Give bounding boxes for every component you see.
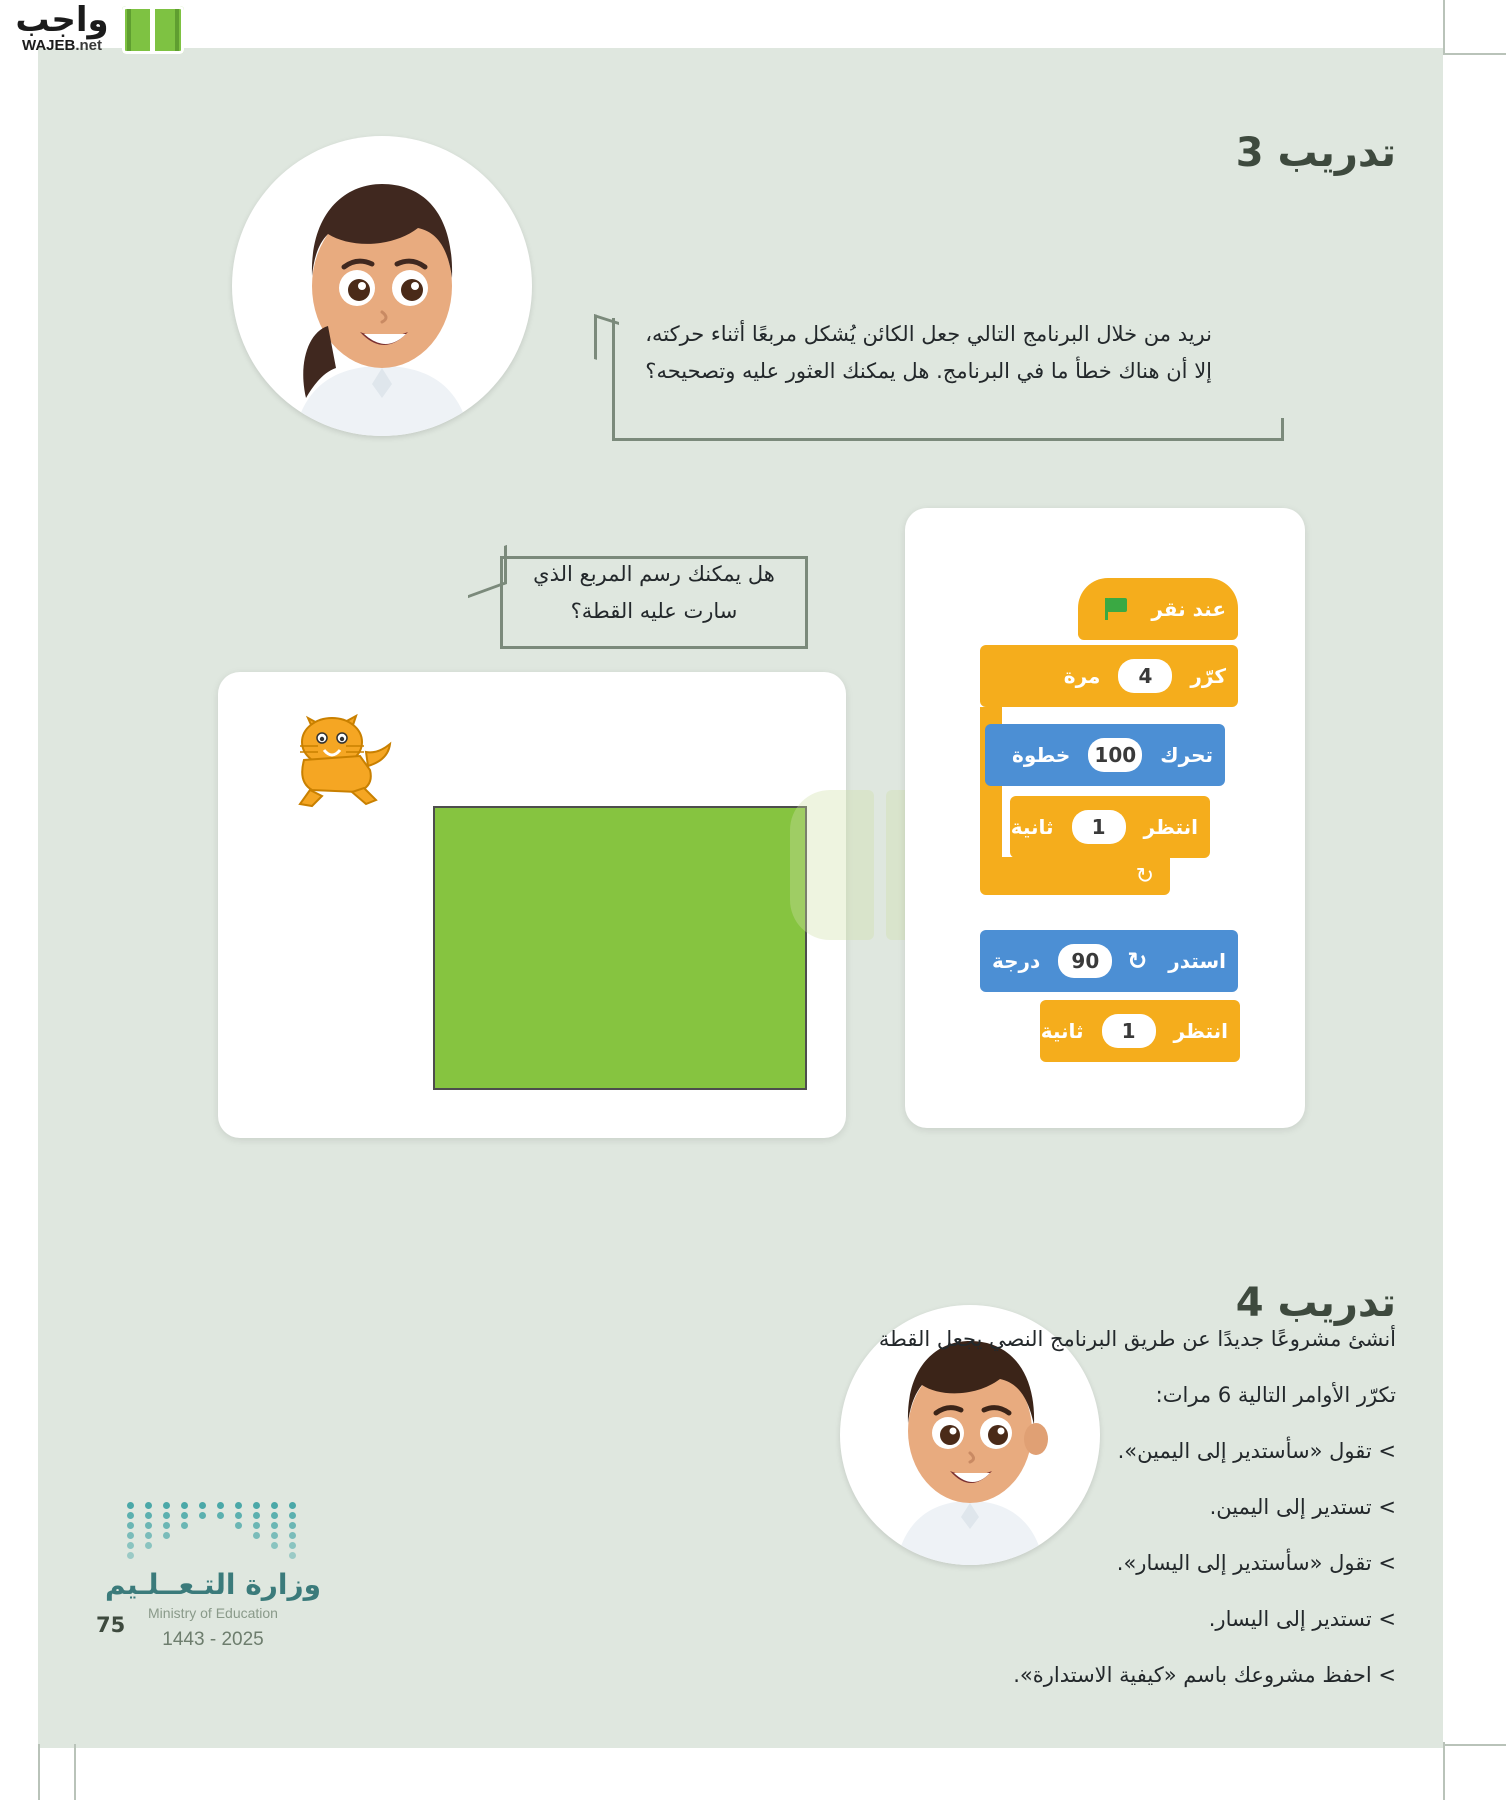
loop-arrow-icon: ↻ <box>1135 864 1154 889</box>
logo-text <box>8 2 116 58</box>
ministry-name-english: Ministry of Education <box>148 1605 278 1621</box>
repeat-block-foot <box>980 857 1170 895</box>
block-label: كرّر <box>1190 664 1226 688</box>
speech-bubble-main <box>610 310 1230 440</box>
block-when-flag-clicked[interactable] <box>1078 578 1238 640</box>
block-label-suffix: ثانية <box>1040 1019 1084 1043</box>
wait-seconds-input[interactable]: 1 <box>1072 810 1126 844</box>
exercise-4-text <box>806 1318 1396 1710</box>
exercise-4-item: > تستدير إلى اليمين. <box>1209 1495 1396 1519</box>
ministry-name-arabic: وزارة التـعــلـيم <box>105 1568 321 1601</box>
block-label: عند نقر <box>1151 597 1226 621</box>
exercise-4-intro-line-1: أنشئ مشروعًا جديدًا عن طريق البرنامج النصي يجعل القطة <box>878 1327 1396 1351</box>
speech-bubble-secondary-text: هل يمكنك رسم المربع الذي سارت عليه القطة؟ <box>533 562 775 623</box>
block-wait-2[interactable] <box>1040 1000 1240 1062</box>
exercise-4-item: > تقول «سأستدير إلى اليمين». <box>1117 1439 1396 1463</box>
repeat-count-input[interactable]: 4 <box>1118 659 1172 693</box>
move-steps-input[interactable]: 100 <box>1088 738 1142 772</box>
block-label-suffix: خطوة <box>1012 743 1071 767</box>
book-icon <box>122 6 184 54</box>
block-move[interactable] <box>985 724 1225 786</box>
block-turn[interactable] <box>980 930 1238 992</box>
block-label: تحرك <box>1160 743 1213 767</box>
block-label: استدر <box>1168 949 1226 973</box>
block-label: انتظر <box>1143 815 1198 839</box>
scratch-cat-icon <box>280 700 400 810</box>
exercise-4-title: تدريب 4 <box>1235 1280 1396 1326</box>
block-wait-1[interactable] <box>1010 796 1210 858</box>
page-edge-rule <box>1443 53 1506 55</box>
block-label-suffix: مرة <box>1063 664 1101 688</box>
turn-right-icon: ↻ <box>1127 947 1148 975</box>
speech-bubble-secondary <box>498 548 808 648</box>
speech-bubble-main-text: نريد من خلال البرنامج التالي جعل الكائن يُشكل مربعًا أثناء حركته، إلا أن هناك خطأ ما في البرنامج. هل يمكنك العثور عليه وتصحيحه؟ <box>645 322 1212 383</box>
exercise-4-intro-line-2: تكرّر الأوامر التالية 6 مرات: <box>1155 1383 1396 1407</box>
page-edge-rule <box>1443 1744 1506 1746</box>
ministry-year: 2025 - 1443 <box>162 1629 264 1650</box>
logo-latin-text: WAJEB.net <box>21 37 102 54</box>
turn-degrees-input[interactable]: 90 <box>1058 944 1112 978</box>
bubble-border <box>1281 418 1284 440</box>
exercise-4-item: > تستدير إلى اليسار. <box>1208 1607 1396 1631</box>
block-label-suffix: ثانية <box>1010 815 1054 839</box>
block-repeat[interactable] <box>980 645 1238 707</box>
girl-illustration <box>232 136 532 436</box>
wait-seconds-input-2[interactable]: 1 <box>1102 1014 1156 1048</box>
block-label-suffix: درجة <box>992 949 1041 973</box>
green-square <box>433 806 807 1090</box>
exercise-4-item: > احفظ مشروعك باسم «كيفية الاستدارة». <box>1013 1663 1396 1687</box>
page-edge-rule <box>1443 0 1445 55</box>
exercise-3-title: تدريب 3 <box>1235 130 1396 176</box>
logo-arabic-text: واجب <box>15 0 109 40</box>
page-edge-rule <box>38 1744 40 1800</box>
page-edge-rule <box>74 1744 76 1800</box>
site-logo[interactable] <box>0 0 200 62</box>
block-label: انتظر <box>1173 1019 1228 1043</box>
exercise-4-item: > تقول «سأستدير إلى اليسار». <box>1116 1551 1396 1575</box>
green-flag-icon <box>1103 596 1129 622</box>
page-number: 75 <box>96 1613 126 1637</box>
ministry-logo <box>88 1500 338 1690</box>
avatar-girl <box>232 136 532 436</box>
page-edge-rule <box>1443 1742 1445 1800</box>
ministry-dots-icon <box>123 1500 303 1560</box>
